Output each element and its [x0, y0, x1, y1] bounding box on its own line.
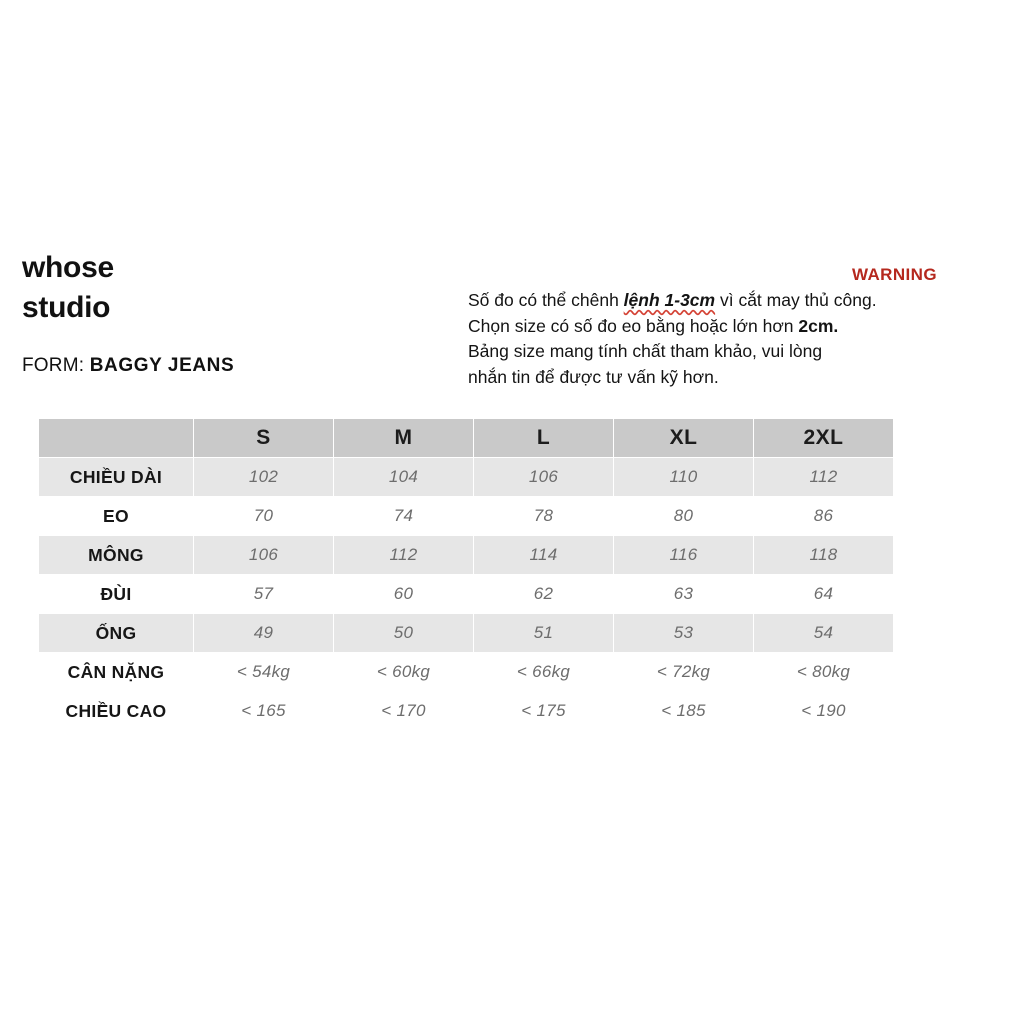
- size-header-m: M: [334, 419, 474, 458]
- table-row: [39, 458, 894, 497]
- cell-dui-s: 57: [194, 575, 334, 614]
- row-label-dui: ĐÙI: [39, 575, 194, 614]
- cell-ong-2xl: 54: [754, 614, 894, 653]
- note-line-3: Bảng size mang tính chất tham khảo, vui lòng: [468, 341, 823, 361]
- cell-chieu-cao-l: < 175: [474, 692, 614, 731]
- size-table-body: [39, 458, 894, 731]
- note-1-emphasis: lệnh 1-3cm: [623, 290, 716, 310]
- cell-can-nang-l: < 66kg: [474, 653, 614, 692]
- size-table-head: [39, 419, 894, 458]
- brand-line-2: studio: [22, 290, 111, 324]
- warning-notes: [468, 288, 1008, 390]
- brand-line-1: whose: [22, 251, 114, 284]
- size-header-l: L: [474, 419, 614, 458]
- row-label-can-nang: CÂN NẶNG: [39, 653, 194, 692]
- cell-ong-l: 51: [474, 614, 614, 653]
- table-row: [39, 692, 894, 731]
- cell-eo-s: 70: [194, 497, 334, 536]
- table-row: [39, 536, 894, 575]
- cell-chieu-cao-s: < 165: [194, 692, 334, 731]
- cell-chieu-cao-xl: < 185: [614, 692, 754, 731]
- cell-chieu-dai-s: 102: [194, 458, 334, 497]
- cell-chieu-cao-2xl: < 190: [754, 692, 894, 731]
- cell-eo-xl: 80: [614, 497, 754, 536]
- warning-title: WARNING: [852, 265, 937, 284]
- size-header-2xl: 2XL: [754, 419, 894, 458]
- table-row: [39, 614, 894, 653]
- cell-mong-l: 114: [474, 536, 614, 575]
- cell-dui-m: 60: [334, 575, 474, 614]
- cell-chieu-dai-xl: 110: [614, 458, 754, 497]
- row-label-ong: ỐNG: [39, 614, 194, 653]
- table-row: [39, 575, 894, 614]
- cell-mong-m: 112: [334, 536, 474, 575]
- cell-can-nang-s: < 54kg: [194, 653, 334, 692]
- table-header-row: [39, 419, 894, 458]
- cell-can-nang-2xl: < 80kg: [754, 653, 894, 692]
- cell-chieu-dai-m: 104: [334, 458, 474, 497]
- note-line-1: [468, 288, 1008, 314]
- cell-chieu-dai-l: 106: [474, 458, 614, 497]
- table-row: [39, 497, 894, 536]
- cell-dui-l: 62: [474, 575, 614, 614]
- row-label-chieu-dai: CHIỀU DÀI: [39, 458, 194, 497]
- cell-ong-m: 50: [334, 614, 474, 653]
- cell-can-nang-xl: < 72kg: [614, 653, 754, 692]
- note-line-4: nhắn tin để được tư vấn kỹ hơn.: [468, 366, 719, 387]
- table-corner-cell: [39, 419, 194, 458]
- size-header-s: S: [194, 419, 334, 458]
- cell-can-nang-m: < 60kg: [334, 653, 474, 692]
- note-1-part-a: Số đo có thể chênh: [468, 290, 624, 310]
- cell-eo-m: 74: [334, 497, 474, 536]
- note-2-part-a: Chọn size có số đo eo bằng hoặc lớn hơn: [468, 315, 799, 336]
- cell-mong-s: 106: [194, 536, 334, 575]
- cell-ong-xl: 53: [614, 614, 754, 653]
- size-table-wrap: [38, 418, 893, 731]
- row-label-chieu-cao: CHIỀU CAO: [39, 692, 194, 731]
- cell-dui-xl: 63: [614, 575, 754, 614]
- form-value: BAGGY JEANS: [89, 355, 235, 377]
- cell-chieu-cao-m: < 170: [334, 692, 474, 731]
- form-label: FORM:: [22, 355, 85, 377]
- cell-dui-2xl: 64: [754, 575, 894, 614]
- note-1-part-c: vì cắt may thủ công.: [715, 290, 877, 310]
- cell-ong-s: 49: [194, 614, 334, 653]
- note-line-2: [468, 314, 1008, 340]
- cell-mong-2xl: 118: [754, 536, 894, 575]
- row-label-eo: EO: [39, 497, 194, 536]
- size-table: [38, 418, 894, 731]
- table-row: [39, 653, 894, 692]
- size-header-xl: XL: [614, 419, 754, 458]
- cell-chieu-dai-2xl: 112: [754, 458, 894, 497]
- cell-eo-l: 78: [474, 497, 614, 536]
- cell-eo-2xl: 86: [754, 497, 894, 536]
- row-label-mong: MÔNG: [39, 536, 194, 575]
- cell-mong-xl: 116: [614, 536, 754, 575]
- note-2-emphasis: 2cm.: [798, 315, 839, 336]
